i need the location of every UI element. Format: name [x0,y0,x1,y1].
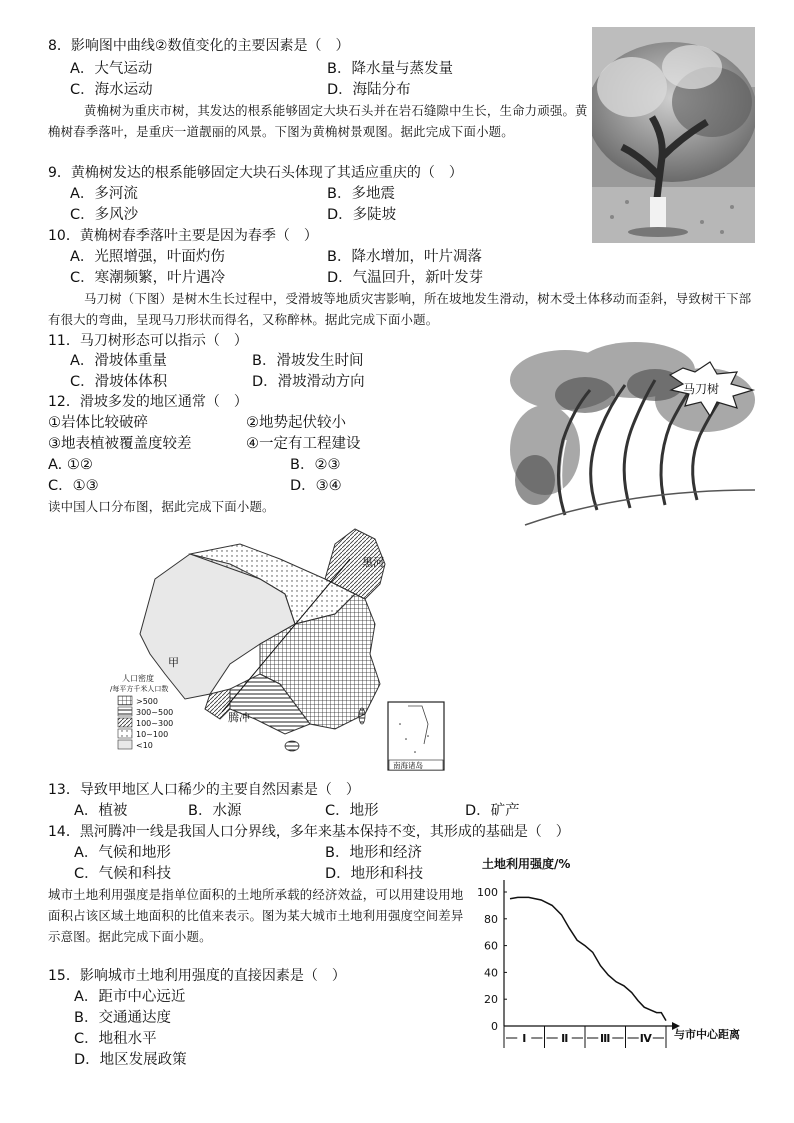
q12-item-1: ①岩体比较破碎 [48,415,148,431]
q12-option-a[interactable]: A. ①② [48,457,93,473]
q10-option-d[interactable]: D．气温回升，新叶发芽 [327,270,484,286]
chart-series-line [510,897,666,1020]
chart-y-tick-label: 60 [484,939,498,953]
q8-option-a[interactable]: A．大气运动 [70,61,153,77]
q11-option-a[interactable]: A．滑坡体重量 [70,353,167,369]
chart-x-axis-label: 与市中心距离 [674,1028,740,1041]
chart-zone-label: Ⅳ [639,1032,652,1045]
legend-item-3: 100~300 [136,719,174,728]
q15-option-a[interactable]: A．距市中心远近 [74,989,186,1005]
map-inset-label: 南海诸岛 [393,761,423,770]
map-label-heihe: 黑河 [362,556,384,569]
q12-item-2: ②地势起伏较小 [246,415,346,431]
q10-option-a[interactable]: A．光照增强，叶面灼伤 [70,249,225,265]
legend-item-4: 10~100 [136,730,169,739]
q11-option-b[interactable]: B．滑坡发生时间 [252,353,364,369]
q11-option-c[interactable]: C．滑坡体体积 [70,374,168,390]
q9-option-a[interactable]: A．多河流 [70,186,138,202]
q10-option-c[interactable]: C．寒潮频繁，叶片遇冷 [70,270,226,286]
q12-item-4: ④一定有工程建设 [246,436,361,452]
q12-option-d[interactable]: D．③④ [290,478,342,494]
q9-option-d[interactable]: D．多陡坡 [327,207,397,223]
q14-option-d[interactable]: D．地形和科技 [325,866,424,882]
q13-option-c[interactable]: C．地形 [325,803,379,819]
map-label-jia: 甲 [168,656,179,669]
legend-item-1: >500 [136,697,158,706]
q15-option-b[interactable]: B．交通通达度 [74,1010,171,1026]
legend-title: 人口密度 [122,674,154,683]
q13-option-a[interactable]: A．植被 [74,803,128,819]
map-legend [110,673,173,750]
q8-option-c[interactable]: C．海水运动 [70,82,153,98]
q10-option-b[interactable]: B．降水增加，叶片凋落 [327,249,482,265]
q15-option-d[interactable]: D．地区发展政策 [74,1052,187,1068]
q8-stem: 8．影响图中曲线②数值变化的主要因素是（ ） [48,38,350,54]
chart-y-tick-label: 40 [484,966,498,980]
legend-unit: /每平方千米人口数 [110,685,169,693]
passage-land-use: 城市土地利用强度是指单位面积的土地所承载的经济效益，可以用建设用地面积占该区域土地面积的比值来表示。图为某大城市土地利用强度空间差异示意图。据此完成下面小题。 [48,887,464,944]
intro-population-map: 读中国人口分布图，据此完成下面小题。 [48,499,275,514]
q14-stem: 14．黑河腾冲一线是我国人口分界线，多年来基本保持不变，其形成的基础是（ ） [48,824,570,840]
q14-option-a[interactable]: A．气候和地形 [74,845,171,861]
chart-y-tick-label: 100 [477,886,498,899]
q12-option-b[interactable]: B．②③ [290,457,341,473]
q12-stem: 12．滑坡多发的地区通常（ ） [48,394,248,410]
chart-zone-label: Ⅰ [522,1032,527,1045]
q11-option-d[interactable]: D．滑坡滑动方向 [252,374,365,390]
land-use-chart [476,850,766,1065]
q9-stem: 9．黄桷树发达的根系能够固定大块石头体现了其适应重庆的（ ） [48,165,463,181]
q10-stem: 10．黄桷树春季落叶主要是因为春季（ ） [48,228,318,244]
q9-option-b[interactable]: B．多地震 [327,186,395,202]
q11-stem: 11．马刀树形态可以指示（ ） [48,333,248,349]
legend-item-2: 300~500 [136,708,174,717]
map-label-tengchong: 腾冲 [228,711,250,724]
q14-option-b[interactable]: B．地形和经济 [325,845,422,861]
q12-option-c[interactable]: C．①③ [48,478,99,494]
chart-zone-label: Ⅱ [561,1032,569,1045]
chart-zone-label: Ⅲ [600,1032,611,1045]
chart-y-tick-label: 80 [484,912,498,926]
q9-option-c[interactable]: C．多风沙 [70,207,139,223]
q13-option-b[interactable]: B．水源 [188,803,242,819]
q14-option-c[interactable]: C．气候和科技 [74,866,172,882]
madao-tree-drawing [505,340,777,530]
q15-stem: 15．影响城市土地利用强度的直接因素是（ ） [48,968,346,984]
q12-item-3: ③地表植被覆盖度较差 [48,436,192,452]
q15-option-c[interactable]: C．地租水平 [74,1031,157,1047]
q13-option-d[interactable]: D．矿产 [465,803,520,819]
chart-y-tick-label: 0 [491,1020,498,1033]
huangjue-tree-photo [592,27,755,243]
passage-huangjue: 黄桷树为重庆市树，其发达的根系能够固定大块石头并在岩石缝隙中生长，生命力顽强。黄桷树春季落叶，是重庆一道靓丽的风景。下图为黄桷树景观图。据此完成下面小题。 [48,103,588,139]
legend-item-5: <10 [136,741,153,750]
q8-option-d[interactable]: D．海陆分布 [327,82,411,98]
chart-y-axis-label: 土地利用强度/% [482,857,571,871]
q8-option-b[interactable]: B．降水量与蒸发量 [327,61,453,77]
passage-madaoshu: 马刀树（下图）是树木生长过程中，受滑坡等地质灾害影响，所在坡地发生滑动，树木受土体移动而歪斜，导致树干下部有很大的弯曲，呈现马刀形状而得名，又称醉林。据此完成下面小题。 [48,291,752,327]
china-population-map [110,524,450,774]
q13-stem: 13．导致甲地区人口稀少的主要自然因素是（ ） [48,782,360,798]
chart-y-tick-label: 20 [484,993,498,1007]
madao-tree-label: 马刀树 [683,382,720,396]
